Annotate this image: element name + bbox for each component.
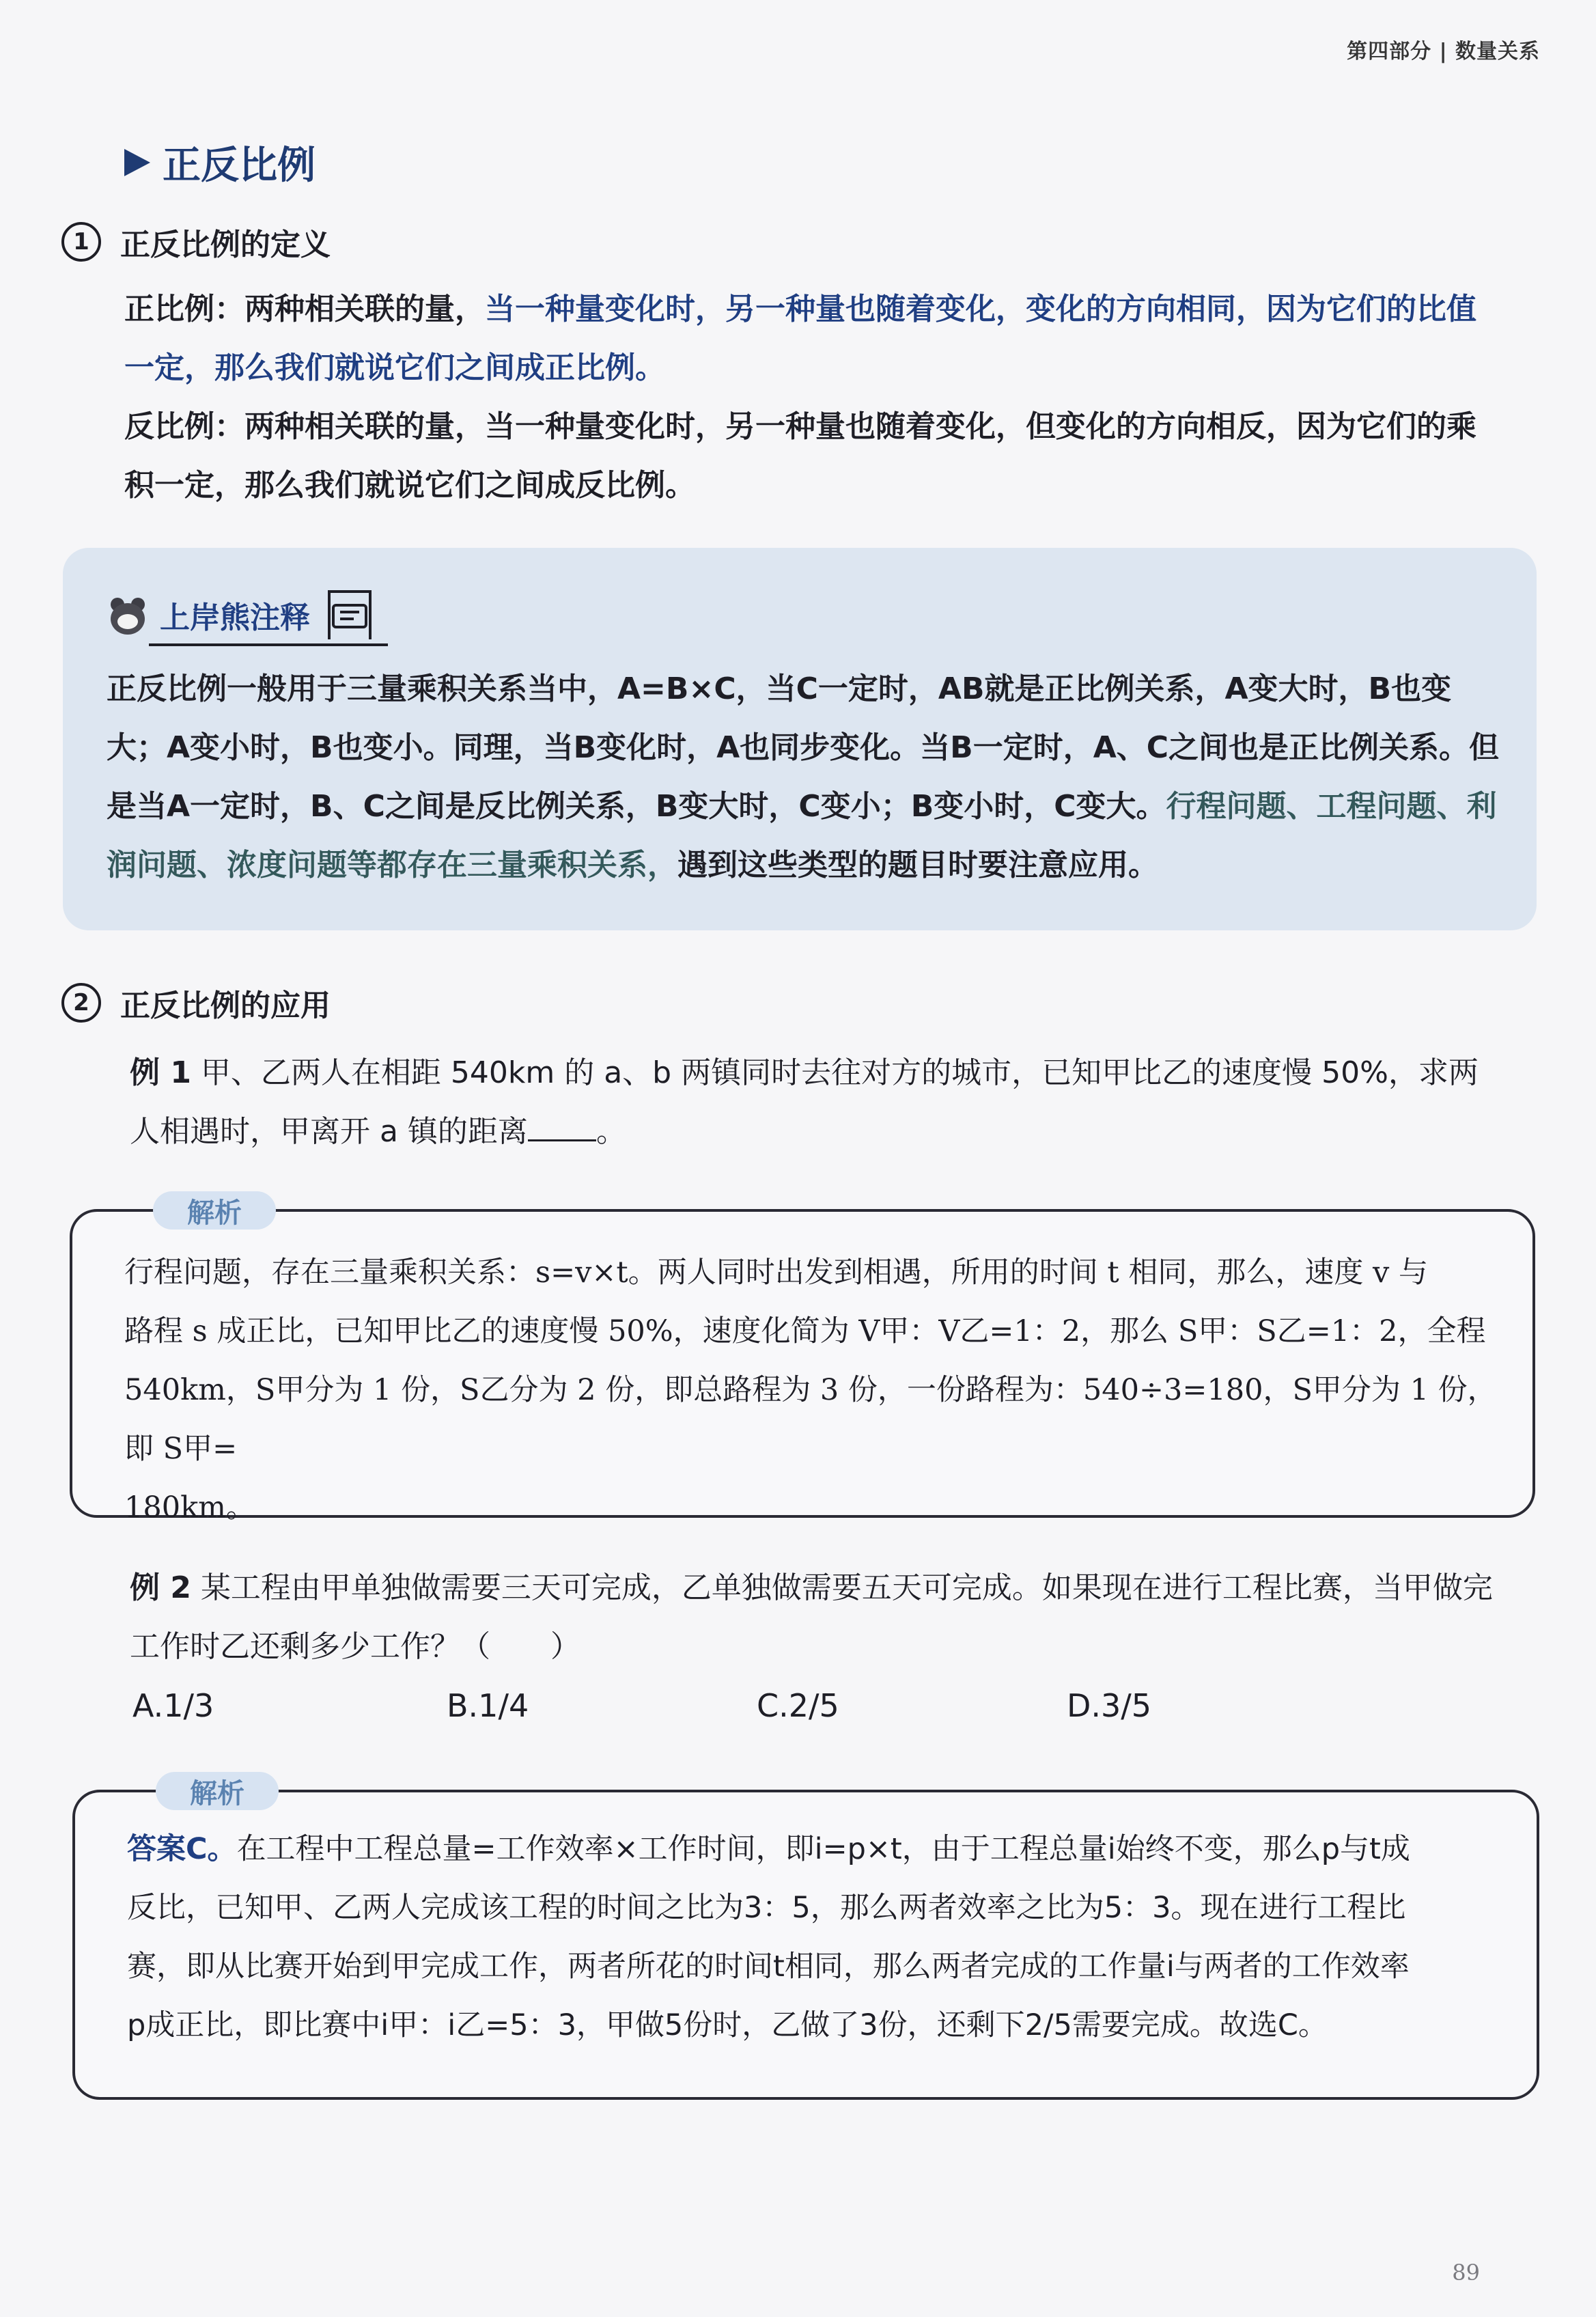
example-2: 例 2 某工程由甲单独做需要三天可完成，乙单独做需要五天可完成。如果现在进行工程比赛，当甲做完工作时乙还剩多少工作？（ ） [130,1570,1493,1664]
option-a: A.1/3 [132,1687,214,1724]
bear-mascot-icon [107,596,149,639]
example-2-label: 例 2 [130,1570,191,1605]
note-label [107,589,388,646]
running-head: 第四部分 | 数量关系 [1347,40,1540,64]
answer-blank [528,1112,596,1141]
bear-note-box [63,548,1537,930]
definition-direct-proportion: 正比例：两种相关联的量，当一种量变化时，另一种量也随着变化，变化的方向相同，因为它们的比值一定，那么我们就说它们之间成正比例。 [124,292,1476,385]
play-triangle-icon [124,149,150,176]
page-number: 89 [1452,2260,1480,2286]
circled-number-1-icon: 1 [61,222,101,262]
option-b: B.1/4 [447,1687,529,1724]
subsection-1-heading [61,220,331,264]
section-title [124,135,316,190]
option-c: C.2/5 [757,1687,839,1724]
analysis-tag: 解析 [153,1191,276,1230]
answer-label: 答案C。 [127,1832,237,1866]
note-title: 上岸熊注释 [160,600,310,635]
analysis-box-1 [70,1197,1535,1525]
analysis-2-text: 答案C。在工程中工程总量=工作效率×工作时间，即i=p×t，由于工程总量i始终不变，那么p与t成 反比，已知甲、乙两人完成该工程的时间之比为3：5，那么两者效率之比为5：3。现在进行工程比 赛，即从比赛开始到甲完成工作，两者所花的时间t相同，那么两者完成的工作量i与两者的工作效率 p成正比，即比赛中i甲：i乙=5：3，甲做5份时，乙做了3份，还剩下2/5需要完成。故选C。 [127,1832,1410,2042]
definition-inverse-proportion: 反比例：两种相关联的量，当一种量变化时，另一种量也随着变化，但变化的方向相反，因为它们的乘积一定，那么我们就说它们之间成反比例。 [124,409,1476,503]
example-1-label: 例 1 [130,1055,191,1090]
chat-bubble-icon [328,590,372,639]
option-d: D.3/5 [1067,1687,1152,1724]
example-2-options [132,1687,1293,1749]
subsection-2-title: 正反比例的应用 [120,988,331,1023]
example-1: 例 1 甲、乙两人在相距 540km 的 a、b 两镇同时去往对方的城市，已知甲比乙的速度慢 50%，求两人相遇时，甲离开 a 镇的距离 。 [130,1055,1479,1149]
circled-number-2-icon: 2 [61,983,101,1023]
note-text: 正反比例一般用于三量乘积关系当中，A=B×C，当C一定时，AB就是正比例关系，A变大时，B也变大；A变小时，B也变小。同理，当B变化时，A也同步变化。当B一定时，A、C之间也是正比例关系。但是当A一定时，B、C之间是反比例关系，B变大时，C变小；B变小时，C变大。行程问题、工程问题、利润问题、浓度问题等都存在三量乘积关系，遇到这些类型的题目时要注意应用。 [107,671,1500,883]
analysis-1-text: 行程问题，存在三量乘积关系：s=v×t。两人同时出发到相遇，所用的时间 t 相同，那么，速度 v 与 路程 s 成正比，已知甲比乙的速度慢 50%，速度化简为 V甲：V乙=1：2，那么 S甲：S乙=1：2，全程 540km，S甲分为 1 份，S乙分为 2 份，即总路程为 3 份，一份路程为：540÷3=180，S甲分为 1 份，即 S甲= 180km。 [124,1255,1497,1525]
subsection-1-title: 正反比例的定义 [120,227,331,262]
analysis-tag: 解析 [156,1772,279,1810]
section-title-text: 正反比例 [163,143,316,188]
subsection-2-heading [61,981,331,1025]
analysis-box-2 [72,1777,1539,2100]
